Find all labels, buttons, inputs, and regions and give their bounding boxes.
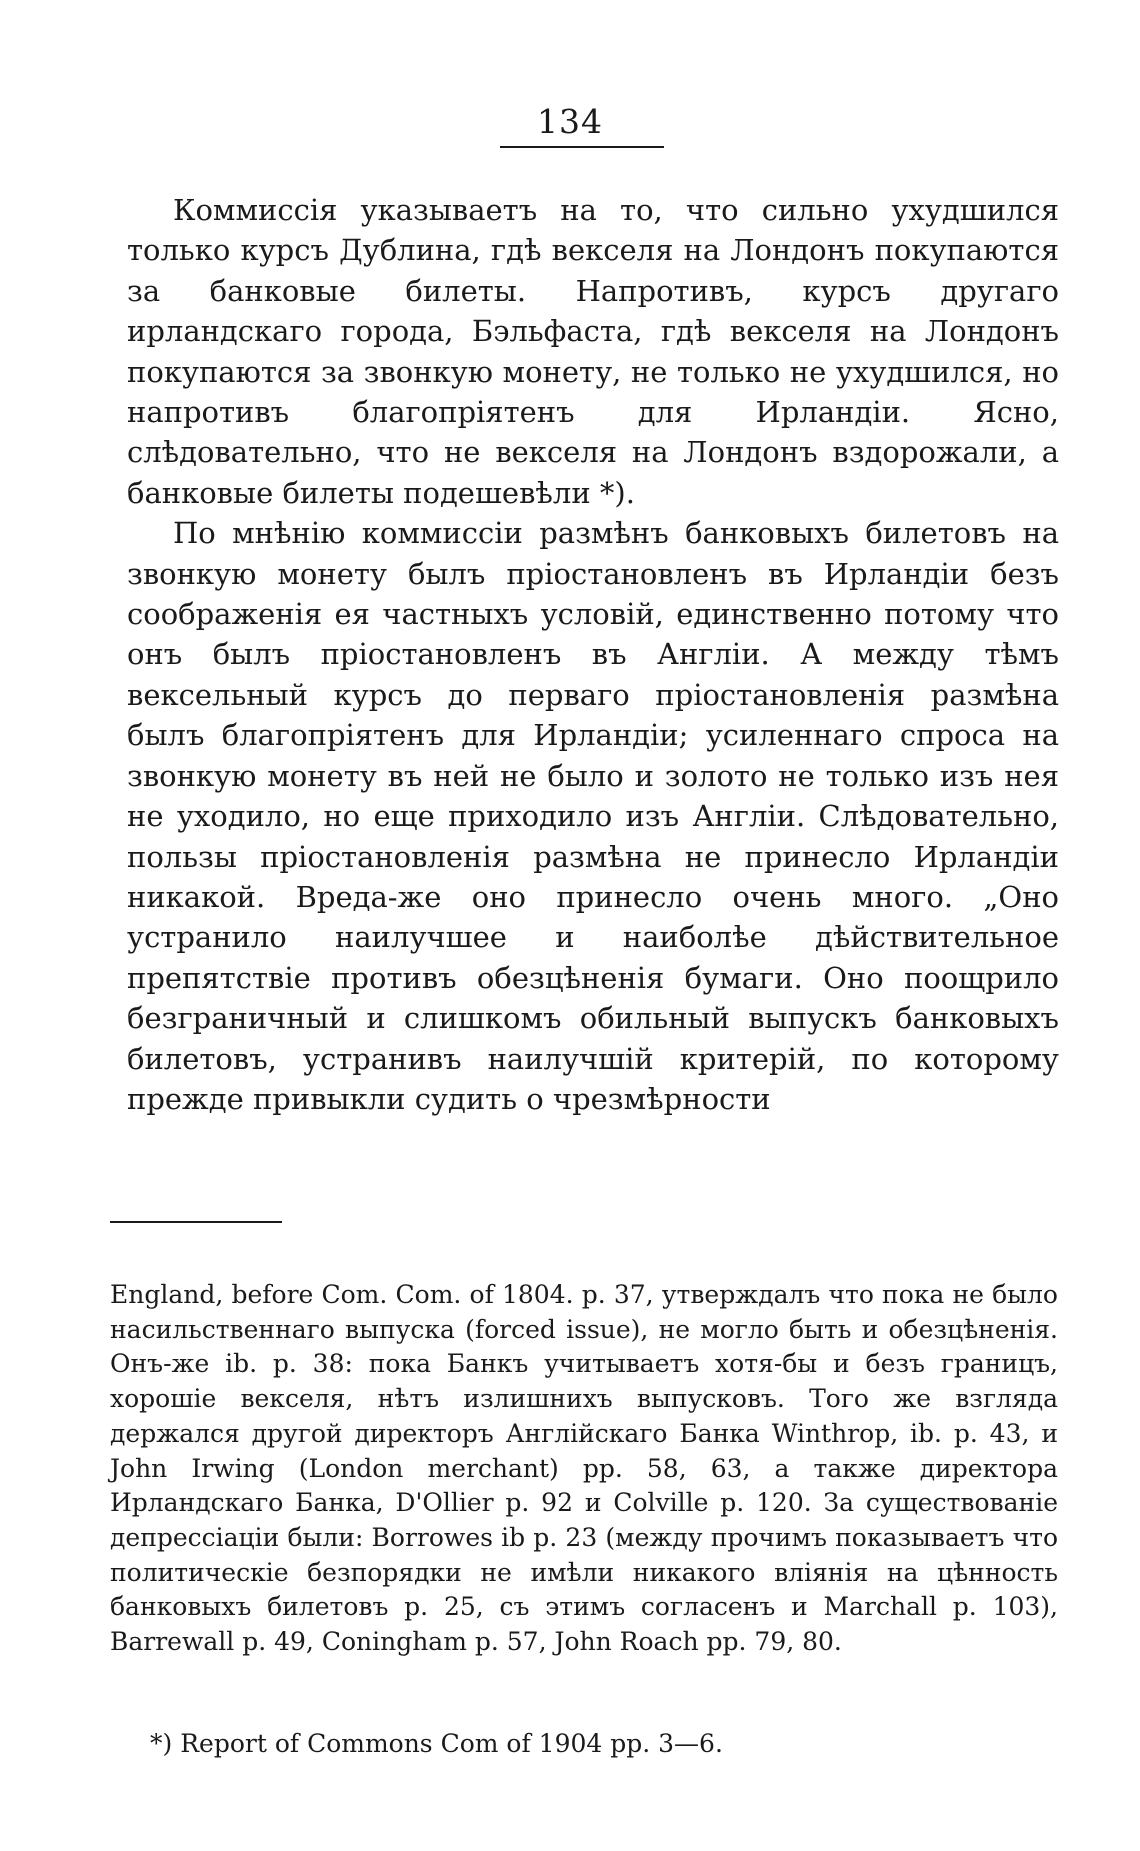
footnote-divider <box>110 1221 282 1223</box>
footnote-continuation <box>110 1278 1058 1660</box>
main-text <box>127 190 1059 1119</box>
paragraph-1: Коммиссія указываетъ на то, что сильно ухудшился только курсъ Дублина, гдѣ векселя на Лондонъ покупаются за банковые билеты. Напротивъ, курсъ другаго ирландскаго города, Бэльфаста, гдѣ векселя на Лондонъ покупаются за звонкую монету, не только не ухудшился, но напротивъ благопріятенъ для Ирландіи. Ясно, слѣдовательно, что не векселя на Лондонъ вздорожали, а банковые билеты подешевѣли *). <box>127 193 1059 510</box>
footnote-reference: *) Report of Commons Com of 1904 pp. 3—6. <box>150 1729 723 1758</box>
page-number: 134 <box>537 102 603 141</box>
paragraph-2: По мнѣнію коммиссіи размѣнъ банковыхъ билетовъ на звонкую монету былъ пріостановленъ въ Ирландіи безъ соображенія ея частныхъ условій, единственно потому что онъ былъ пріостановленъ въ Англіи. А между тѣмъ вексельный курсъ до перваго пріостановленія размѣна былъ благопріятенъ для Ирландіи; усиленнаго спроса на звонкую монету въ ней не было и золото не только изъ нея не уходило, но еще приходило изъ Англіи. Слѣдовательно, пользы пріостановленія размѣна не принесло Ирландіи никакой. Вреда-же оно принесло очень много. „Оно устранило наилучшее и наиболѣе дѣйствительное препятствіе противъ обезцѣненія бумаги. Оно поощрило безграничный и слишкомъ обильный выпускъ банковыхъ билетовъ, устранивъ наилучшій критерій, по которому прежде привыкли судить о чрезмѣрности <box>127 516 1059 1116</box>
footnote-continuation-text: England, before Com. Com. of 1804. p. 37, утверждалъ что пока не было насильственнаго выпуска (forced issue), не могло быть и обезцѣненія. Онъ-же ib. p. 38: пока Банкъ учитываетъ хотя-бы и безъ границъ, хорошіе векселя, нѣтъ излишнихъ выпусковъ. Того же взгляда держался другой директоръ Англійскаго Банка Winthrop, ib. p. 43, и John Irwing (London merchant) pp. 58, 63, а также директора Ирландскаго Банка, D'Ollier p. 92 и Colville p. 120. За существованіе депрессіаціи были: Borrowes ib p. 23 (между прочимъ показываетъ что политическіе безпорядки не имѣли никакого вліянія на цѣнность банковыхъ билетовъ p. 25, съ этимъ согласенъ и Marchall p. 103), Barrewall p. 49, Coningham p. 57, John Roach pp. 79, 80. <box>110 1280 1058 1657</box>
page-number-rule <box>500 146 664 148</box>
